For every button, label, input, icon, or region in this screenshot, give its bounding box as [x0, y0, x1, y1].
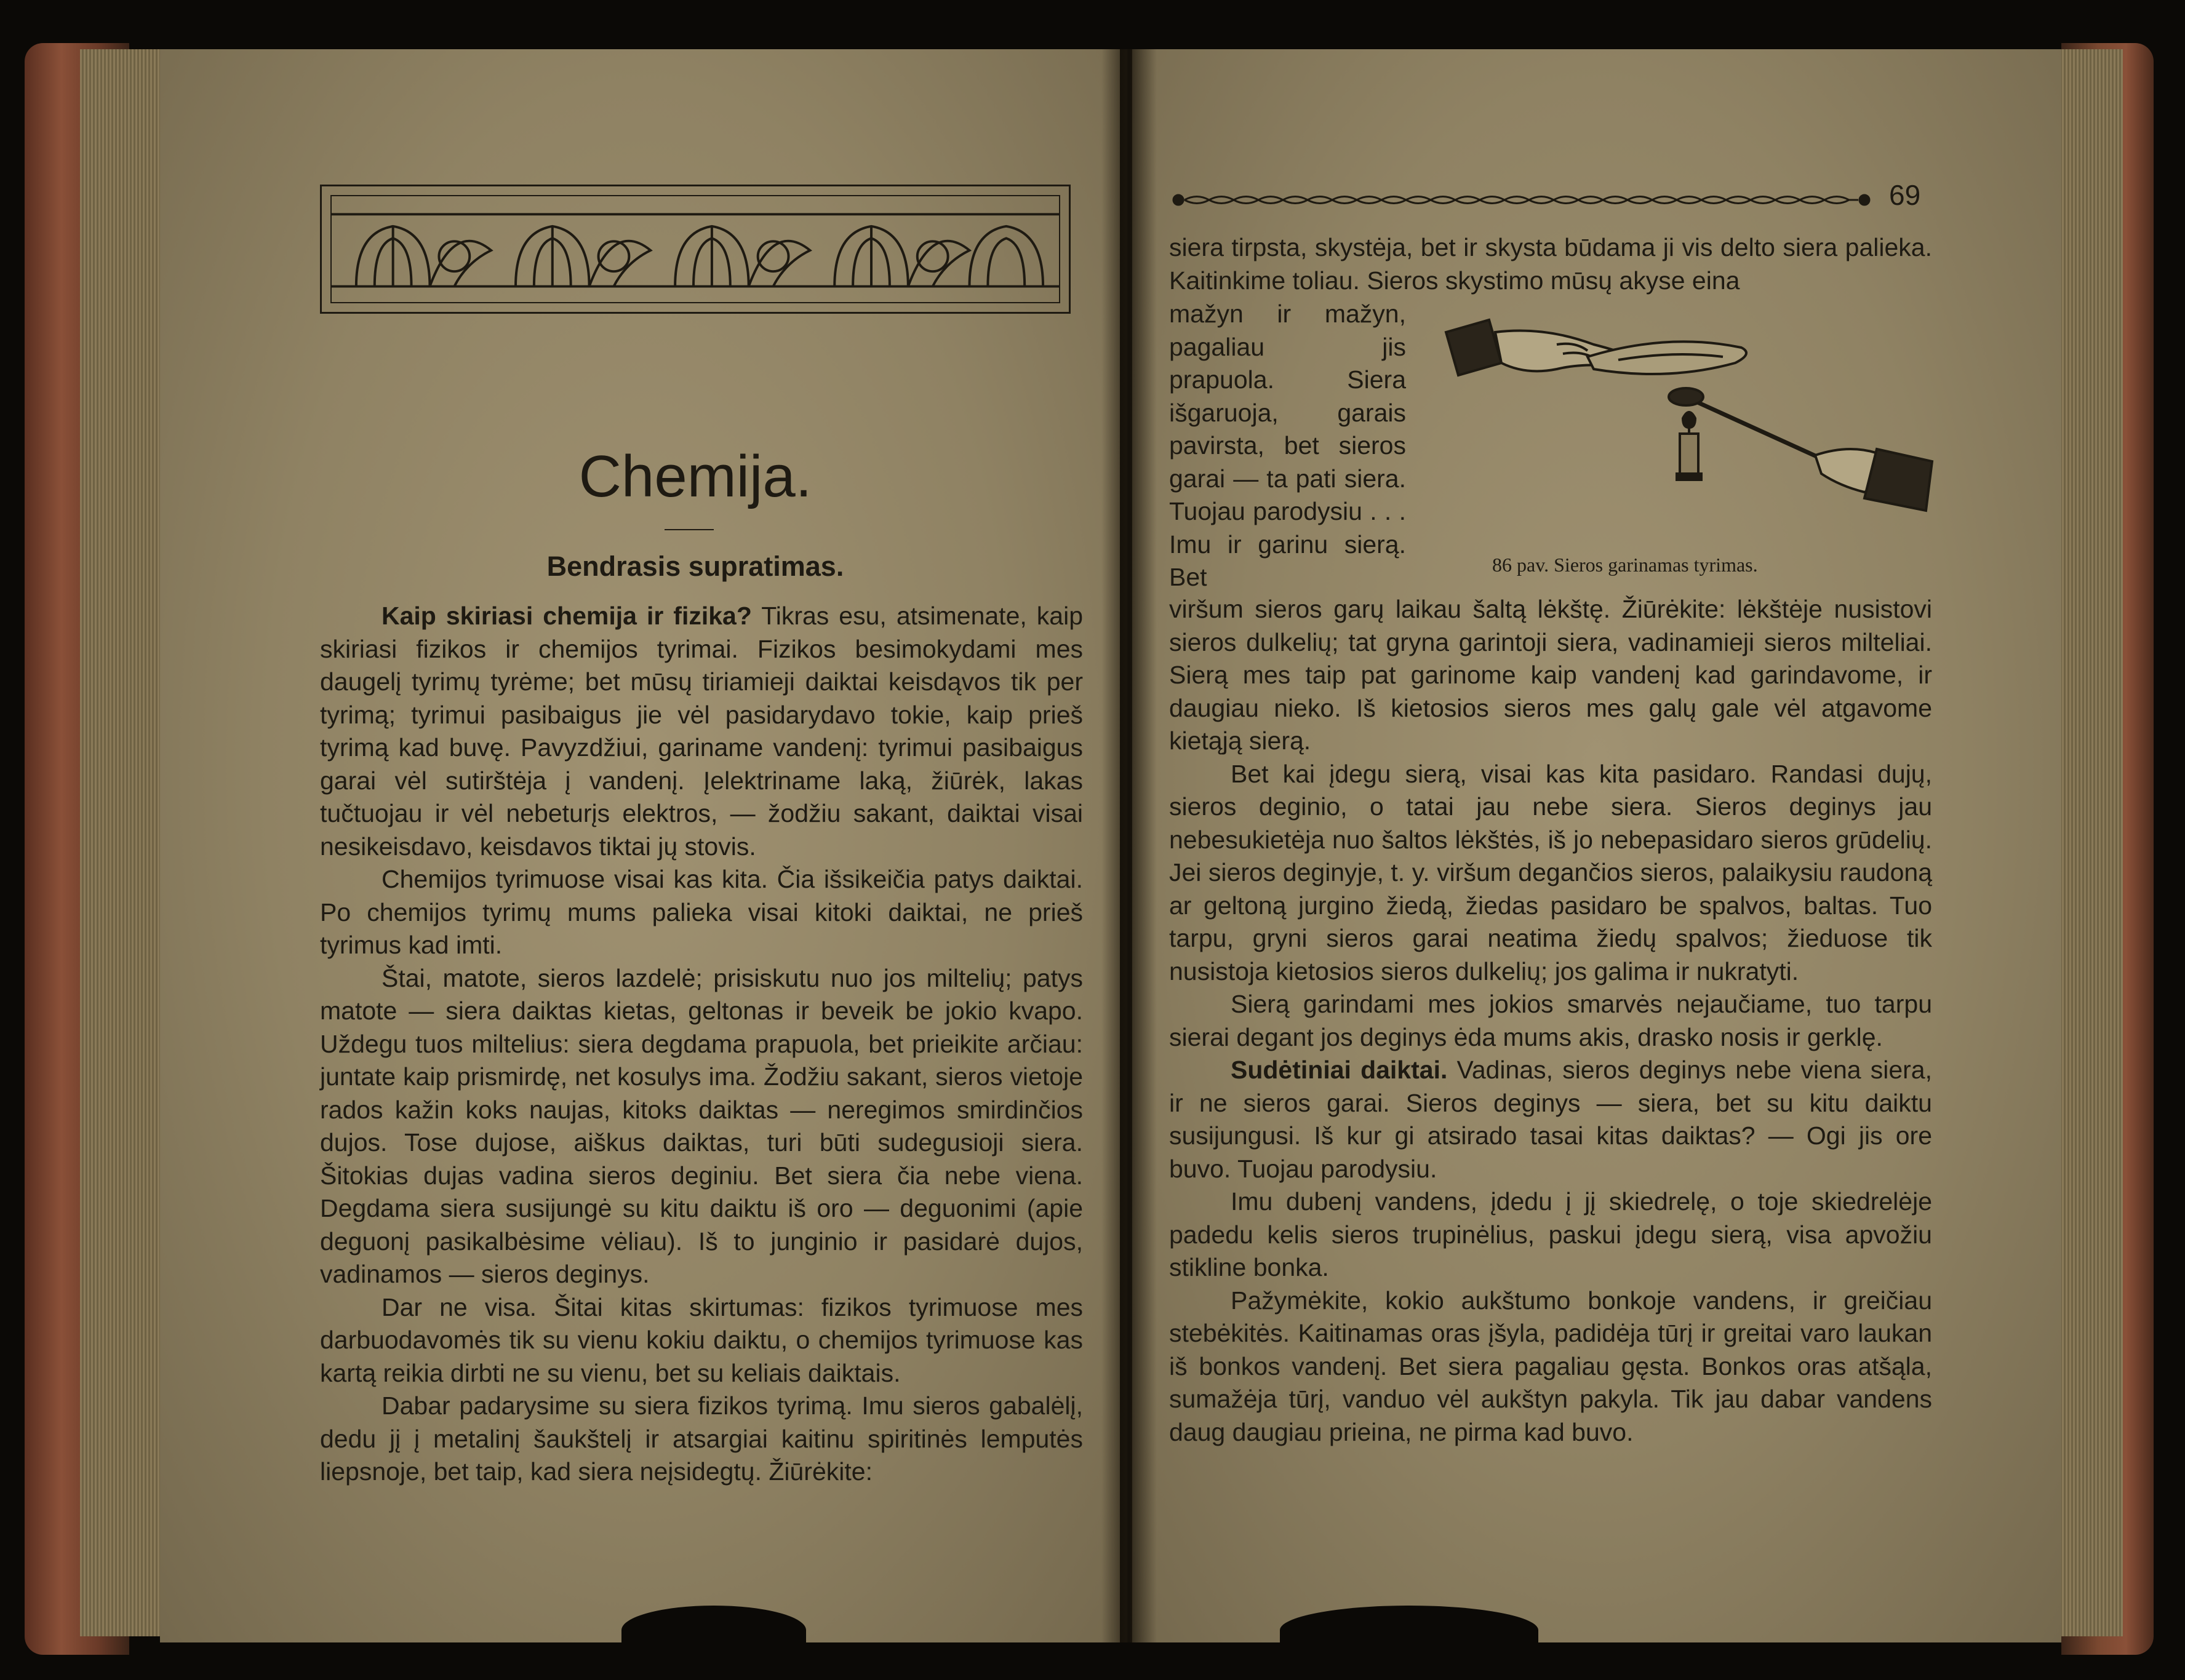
paragraph: Bet kai įdegu sierą, visai kas kita pasidaro. Randasi dujų, sieros deginio, o tatai jau nebe siera. Sieros deginys jau nebesukietėja nuo šaltos lėkštės, iš jo nebepasidaro sieros grūdelių. Jei sieros deginyje, t. y. viršum degančios sieros, palaikysiu raudoną ar geltoną jurgino žiedą, žiedas pasidaro be spalvos, baltas. Tuo tarpu, gryni sieros garai neatima žiedų spalvos; žieduose tik nusistoja kietosios sieros dulkelių; jos galima ir nukratyti.	[1169, 759, 1932, 985]
paragraph	[1169, 1054, 1932, 1185]
paragraph: Imu dubenį vandens, įdedu į jį skiedrelę, o toje skiedrelėje padedu kelis sieros trupinėlius, paskui įdegu sierą, visa apvožiu stikline bonka.	[1169, 1187, 1932, 1281]
right-page-body	[1169, 593, 1932, 1449]
paragraph: Dabar padarysime su siera fizikos tyrimą. Imu sieros gabalėlį, dedu jį į metalinį šaukštelį ir atsargiai kaitinu spiritinės lemputės liepsnoje, bet taip, kad siera neįsidegtų. Žiūrėkite:	[320, 1391, 1083, 1486]
page-number: 69	[1889, 179, 1921, 211]
paragraph-text: Tikras esu, atsimenate, kaip skiriasi fizikos ir chemijos tyrimai. Fizikos besimokydami mes daugelį tyrimų tyrėme; bet mūsų tiriamieji daiktai keisdąvos tik per tyrimą; tyrimui pasibaigus jie vėl pasidarydavo tokie, kaip prieš tyrimą kad buvę. Pavyzdžiui, gariname vandenį: tyrimui pasibaigus garai vėl sutirštėja į vandenį. Įelektriname laką, žiūrėk, lakas tučtuojau ir vėl nebeturįs elektros, — žodžiu sakant, daiktai visai nesikeisdavo, keisdavos tiktai jų stovis.	[320, 602, 1083, 861]
paragraph: Dar ne visa. Šitai kitas skirtumas: fizikos tyrimuose mes darbuodavomės tik su vienu kokiu daiktu, o chemijos tyrimuose kas kartą reikia dirbti ne su vienu, bet su keliais daiktais.	[320, 1292, 1083, 1387]
sulfur-vaporization-illustration	[1434, 308, 1938, 541]
chain-header-ornament-icon	[1172, 192, 1871, 208]
paragraph: Pažymėkite, kokio aukštumo bonkoje vandens, ir greičiau stebėkitės. Kaitinamas oras įšyla, padidėja tūrį ir greitai varo laukan iš bonkos vandenį. Bet siera pagaliau gęsta. Bonkos oras atšąla, sumažėja tūrį, vanduo vėl aukštyn pakyla. Tik jau dabar vandens daug daugiau prieina, ne pirma kad buvo.	[1169, 1286, 1932, 1446]
paragraph-lead: Sudėtiniai daiktai.	[1231, 1056, 1448, 1084]
paragraph: siera tirpsta, skystėja, bet ir skysta būdama ji vis delto siera palieka. Kaitinkime toliau. Sieros skystimo mūsų akyse eina	[1169, 233, 1932, 295]
left-page-edges	[80, 49, 172, 1636]
book-gutter	[1101, 49, 1157, 1642]
page-tear-left	[621, 1606, 806, 1655]
paragraph	[320, 600, 1083, 863]
figure-caption: 86 pav. Sieros garinamas tyrimas.	[1492, 554, 1758, 576]
title-divider	[665, 529, 714, 530]
page-tear-right	[1280, 1606, 1538, 1655]
paragraph: Štai, matote, sieros lazdelė; prisiskutu nuo jos miltelių; patys matote — siera daiktas kietas, geltonas ir beveik be jokio kvapo. Uždegu tuos miltelius: siera degdama prapuola, bet prieikite arčiau: juntate kaip prismirdę, net kosulys ima. Žodžiu sakant, sieros vietoje rados kažin koks naujas, kitoks daiktas — neregimos smirdinčios dujos. Tose dujose, aiškus daiktas, turi būti sudegusioji siera. Šitokias dujas vadina sieros deginiu. Bet siera čia nebe viena. Degdama siera susijungė su kitu daiktu iš oro — deguonimi (apie deguonį pasikalbėsime vėliau). Iš to junginio ir pasidarė dujos, vadinamos — sieros deginys.	[320, 963, 1083, 1288]
text-beside-figure	[1169, 298, 1406, 594]
palmette-ornament-icon	[332, 196, 1059, 302]
paragraph-lead: Kaip skiriasi chemija ir fizika?	[381, 602, 752, 630]
paragraph: mažyn ir mažyn, pagaliau jis prapuola. Siera išgaruoja, garais pavirsta, bet sieros garai — ta pati siera. Tuojau parodysiu . . . Imu ir garinu sierą. Bet	[1169, 300, 1406, 591]
paragraph-text: Vadinas, sieros deginys nebe viena siera, ir ne sieros garai. Sieros deginys — siera, bet su kitu daiktu susijungusi. Iš kur gi atsirado tasai kitas daiktas? — Ogi jis ore buvo. Tuojau parodysiu.	[1169, 1056, 1932, 1183]
section-title: Bendrasis supratimas.	[546, 551, 844, 582]
paragraph: Sierą garindami mes jokios smarvės nejaučiame, tuo tarpu sierai degant jos deginys ėda mums akis, drasko nosis ir gerklę.	[1169, 990, 1932, 1051]
chapter-title: Chemija.	[578, 444, 812, 509]
ornamental-header	[320, 185, 1071, 314]
right-page-top-lines	[1169, 231, 1932, 297]
paragraph: Chemijos tyrimuose visai kas kita. Čia išsikeičia patys daiktai. Po chemijos tyrimų mums palieka visai kitoki daiktai, ne prieš tyrimus kad imti.	[320, 865, 1083, 959]
paragraph: viršum sieros garų laikau šaltą lėkštę. Žiūrėkite: lėkštėje nusistovi sieros dulkelių; tat gryna garintoji siera, vadinamieji sieros milteliai. Sierą mes taip pat garinome kaip vandenį kad garindavome, ir daugiau nieko. Iš kietosios sieros mes galų gale vėl atgavome kietąją sierą.	[1169, 595, 1932, 755]
left-page-body	[320, 600, 1083, 1489]
